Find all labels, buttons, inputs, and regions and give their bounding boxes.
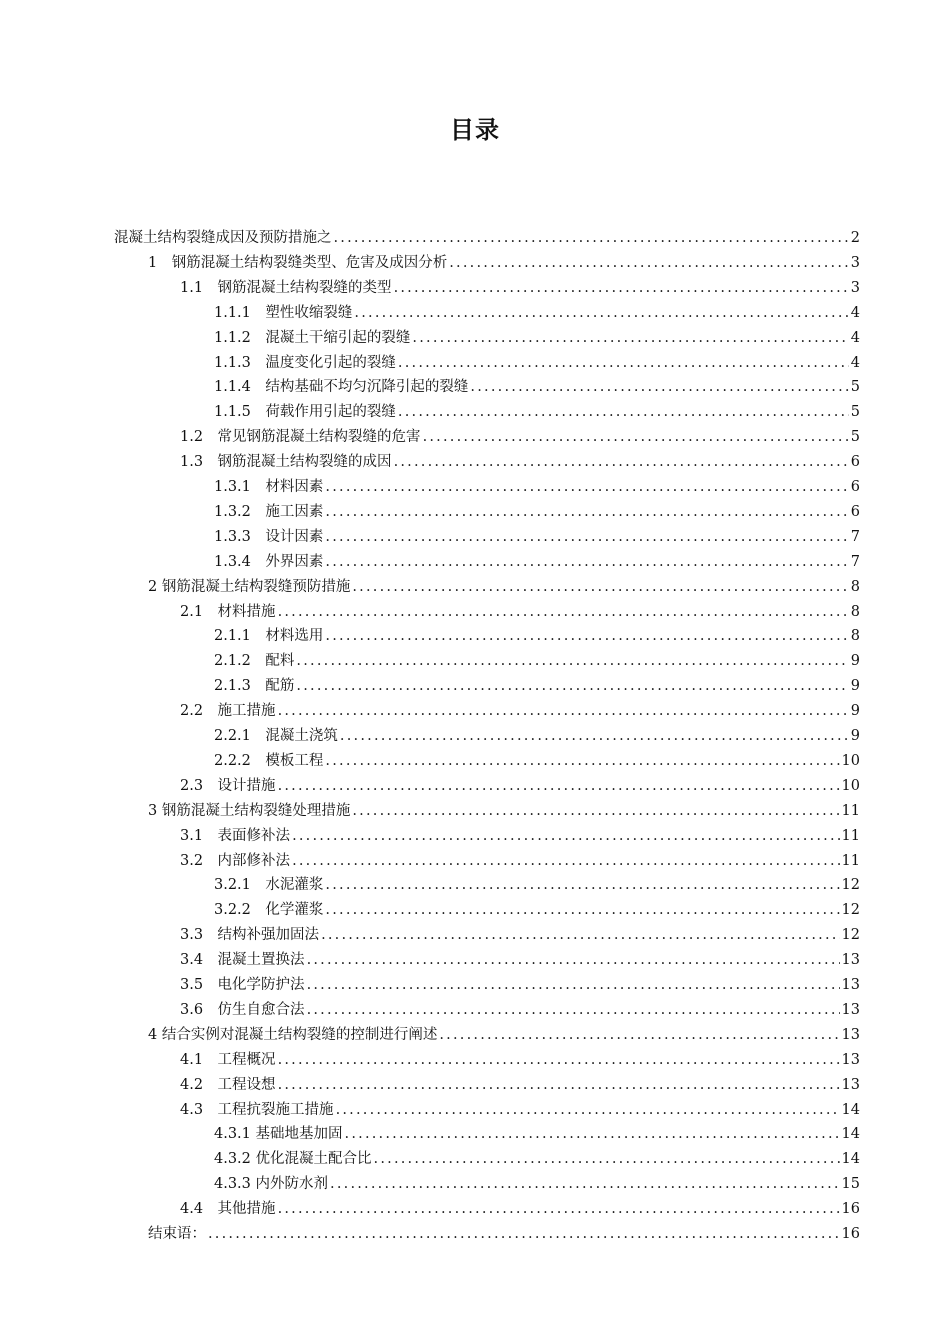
- dot-leader: [278, 776, 840, 796]
- toc-entry-page-number: 7: [850, 553, 860, 570]
- toc-entry-label: 3.4 混凝土置换法: [180, 952, 305, 969]
- toc-entry[interactable]: [214, 875, 860, 895]
- toc-entry-label: 结束语：: [148, 1226, 206, 1242]
- toc-entry-page-number: 16: [841, 1226, 860, 1242]
- toc-entry[interactable]: [180, 1000, 860, 1020]
- toc-entry-label: 4.2 工程设想: [180, 1076, 276, 1093]
- toc-entry-page-number: 12: [841, 902, 860, 919]
- toc-entry-page-number: 8: [850, 578, 860, 595]
- toc-entry-label: 2.1.2 配料: [214, 653, 295, 670]
- toc-entry-page-number: 8: [850, 628, 860, 645]
- toc-entry[interactable]: [214, 328, 860, 348]
- toc-entry[interactable]: [180, 1075, 860, 1095]
- toc-entry-label: 1.3.4 外界因素: [214, 553, 324, 570]
- toc-entry-label: 4.3.1 基础地基加固: [214, 1126, 343, 1143]
- toc-entry[interactable]: [180, 1100, 860, 1120]
- toc-entry[interactable]: [180, 826, 860, 846]
- toc-entry-page-number: 14: [841, 1151, 860, 1168]
- toc-entry[interactable]: [214, 1124, 860, 1144]
- toc-entry-page-number: 13: [841, 977, 860, 993]
- dot-leader: [340, 726, 849, 746]
- dot-leader: [336, 1100, 840, 1120]
- toc-entry-page-number: 9: [850, 678, 860, 695]
- dot-leader: [292, 826, 839, 846]
- toc-entry-page-number: 16: [841, 1201, 860, 1218]
- toc-entry-label: 3.1 表面修补法: [180, 827, 291, 844]
- toc-entry[interactable]: [214, 1174, 860, 1194]
- toc-entry[interactable]: [214, 402, 860, 422]
- dot-leader: [325, 751, 839, 771]
- toc-entry-page-number: 3: [850, 254, 860, 271]
- dot-leader: [325, 900, 839, 920]
- toc-entry-page-number: 13: [841, 1076, 860, 1093]
- toc-entry[interactable]: [214, 626, 860, 646]
- toc-entry-page-number: 9: [850, 728, 860, 744]
- toc-entry[interactable]: [148, 253, 860, 273]
- toc-entry[interactable]: [180, 1050, 860, 1070]
- toc-entry-page-number: 12: [841, 877, 860, 894]
- toc-entry[interactable]: [214, 1149, 860, 1169]
- toc-entry[interactable]: [180, 701, 860, 721]
- toc-entry-page-number: 12: [841, 927, 860, 944]
- dot-leader: [354, 303, 848, 323]
- toc-entry-label: 3.3 结构补强加固法: [180, 927, 320, 944]
- toc-entry-page-number: 10: [841, 752, 860, 769]
- toc-entry-label: 2 钢筋混凝土结构裂缝预防措施: [148, 578, 351, 595]
- toc-entry-page-number: 6: [850, 454, 860, 471]
- toc-entry[interactable]: [214, 303, 860, 323]
- dot-leader: [470, 377, 848, 397]
- toc-entry-label: 3.2.1 水泥灌浆: [214, 877, 324, 894]
- toc-entry-label: 4.3.2 优化混凝土配合比: [214, 1151, 372, 1168]
- toc-entry-label: 1.2 常见钢筋混凝土结构裂缝的危害: [180, 429, 421, 446]
- toc-entry-label: 3 钢筋混凝土结构裂缝处理措施: [148, 802, 351, 819]
- dot-leader: [307, 1000, 840, 1020]
- toc-entry[interactable]: [214, 353, 860, 373]
- dot-leader: [325, 626, 848, 646]
- toc-entry-page-number: 7: [850, 528, 860, 545]
- toc-entry-page-number: 10: [841, 777, 860, 794]
- toc-entry[interactable]: [114, 228, 860, 248]
- toc-entry[interactable]: [180, 950, 860, 970]
- dot-leader: [394, 452, 849, 472]
- dot-leader: [330, 1174, 840, 1194]
- toc-entry-page-number: 5: [850, 379, 860, 396]
- dot-leader: [398, 402, 849, 422]
- toc-entry[interactable]: [214, 527, 860, 547]
- dot-leader: [345, 1124, 840, 1144]
- dot-leader: [325, 477, 848, 497]
- toc-entry[interactable]: [214, 726, 860, 746]
- toc-entry[interactable]: [180, 1199, 860, 1219]
- dot-leader: [439, 1025, 839, 1045]
- toc-entry-page-number: 13: [841, 1001, 860, 1018]
- toc-entry-page-number: 4: [850, 329, 860, 346]
- toc-entry-page-number: 8: [850, 603, 860, 620]
- toc-entry-page-number: 6: [850, 503, 860, 520]
- toc-entry-page-number: 11: [841, 827, 860, 844]
- toc-entry-label: 2.1 材料措施: [180, 603, 276, 620]
- toc-entry-page-number: 13: [841, 1051, 860, 1068]
- dot-leader: [278, 1075, 840, 1095]
- toc-entry-page-number: 14: [841, 1126, 860, 1143]
- toc-entry-page-number: 5: [850, 404, 860, 421]
- toc-entry-page-number: 3: [850, 279, 860, 296]
- toc-entry-label: 1 钢筋混凝土结构裂缝类型、危害及成因分析: [148, 254, 448, 271]
- toc-entry-label: 1.3 钢筋混凝土结构裂缝的成因: [180, 454, 392, 471]
- toc-entry[interactable]: [180, 851, 860, 871]
- toc-entry[interactable]: [180, 278, 860, 298]
- toc-entry[interactable]: [180, 602, 860, 622]
- toc-entry[interactable]: [180, 975, 860, 995]
- toc-entry-label: 3.2.2 化学灌浆: [214, 902, 324, 919]
- toc-entry-label: 2.3 设计措施: [180, 777, 276, 794]
- toc-entry-label: 4 结合实例对混凝土结构裂缝的控制进行阐述: [148, 1026, 438, 1043]
- toc-entry[interactable]: [180, 776, 860, 796]
- toc-entry-page-number: 5: [850, 429, 860, 446]
- dot-leader: [412, 328, 848, 348]
- toc-entry-label: 4.3 工程抗裂施工措施: [180, 1101, 334, 1118]
- dot-leader: [321, 925, 839, 945]
- dot-leader: [292, 851, 839, 871]
- dot-leader: [374, 1149, 840, 1169]
- dot-leader: [334, 228, 849, 248]
- toc-entry[interactable]: [214, 552, 860, 572]
- dot-leader: [423, 427, 849, 447]
- toc-entry-label: 2.2 施工措施: [180, 703, 276, 720]
- dot-leader: [296, 651, 848, 671]
- toc-entry-page-number: 14: [841, 1101, 860, 1118]
- toc-entry[interactable]: [180, 427, 860, 447]
- toc-entry[interactable]: [214, 676, 860, 696]
- toc-entry[interactable]: [214, 651, 860, 671]
- toc-entry-page-number: 15: [841, 1176, 860, 1193]
- toc-entry-page-number: 2: [850, 230, 860, 246]
- toc-entry[interactable]: [214, 477, 860, 497]
- toc-entry[interactable]: [180, 925, 860, 945]
- dot-leader: [208, 1224, 840, 1244]
- dot-leader: [325, 552, 848, 572]
- dot-leader: [278, 602, 849, 622]
- dot-leader: [296, 676, 848, 696]
- toc-entry-label: 1.3.2 施工因素: [214, 503, 324, 520]
- dot-leader: [325, 502, 848, 522]
- toc-entry-label: 1.3.3 设计因素: [214, 528, 324, 545]
- toc-entry[interactable]: [148, 1224, 860, 1244]
- toc-entry-page-number: 13: [841, 1026, 860, 1043]
- dot-leader: [325, 875, 839, 895]
- toc-entry-label: 1.1.1 塑性收缩裂缝: [214, 304, 353, 321]
- toc-entry-label: 2.1.1 材料选用: [214, 628, 324, 645]
- toc-entry-page-number: 6: [850, 479, 860, 495]
- toc-entry-label: 1.1.3 温度变化引起的裂缝: [214, 354, 396, 371]
- toc-entry-label: 3.5 电化学防护法: [180, 977, 305, 993]
- dot-leader: [278, 1050, 840, 1070]
- toc-entry[interactable]: [214, 502, 860, 522]
- toc-entry-page-number: 11: [841, 852, 860, 869]
- toc-entry[interactable]: [180, 452, 860, 472]
- toc-entry[interactable]: [214, 377, 860, 397]
- dot-leader: [352, 801, 839, 821]
- toc-entry-label: 4.1 工程概况: [180, 1051, 276, 1068]
- toc-entry-label: 3.6 仿生自愈合法: [180, 1001, 305, 1018]
- toc-entry-page-number: 4: [850, 354, 860, 371]
- toc-entry-page-number: 9: [850, 653, 860, 670]
- toc-entry-label: 1.1.5 荷载作用引起的裂缝: [214, 404, 396, 421]
- toc-entry-label: 4.3.3 内外防水剂: [214, 1176, 329, 1193]
- toc-entry[interactable]: [148, 801, 860, 821]
- toc-entry[interactable]: [214, 751, 860, 771]
- toc-entry[interactable]: [148, 1025, 860, 1045]
- toc-entry[interactable]: [148, 577, 860, 597]
- toc-entry-label: 2.2.2 模板工程: [214, 752, 324, 769]
- toc-entry-label: 混凝土结构裂缝成因及预防措施之: [114, 230, 332, 246]
- toc-entry-label: 2.2.1 混凝土浇筑: [214, 728, 338, 744]
- toc-entry-label: 1.1 钢筋混凝土结构裂缝的类型: [180, 279, 392, 296]
- dot-leader: [449, 253, 849, 273]
- toc-entry-label: 1.1.4 结构基础不均匀沉降引起的裂缝: [214, 379, 469, 396]
- toc-entry-page-number: 4: [850, 304, 860, 321]
- toc-entry-label: 2.1.3 配筋: [214, 678, 295, 695]
- dot-leader: [352, 577, 848, 597]
- dot-leader: [394, 278, 849, 298]
- toc-entry[interactable]: [214, 900, 860, 920]
- toc-entry-page-number: 11: [841, 802, 860, 819]
- toc-entry-page-number: 13: [841, 952, 860, 969]
- toc-entry-label: 3.2 内部修补法: [180, 852, 291, 869]
- page-title: 目录: [450, 116, 500, 144]
- toc-entry-page-number: 9: [850, 703, 860, 720]
- dot-leader: [325, 527, 848, 547]
- dot-leader: [398, 353, 849, 373]
- toc-entry-label: 1.3.1 材料因素: [214, 479, 324, 495]
- dot-leader: [307, 975, 840, 995]
- dot-leader: [307, 950, 840, 970]
- toc-entry-label: 4.4 其他措施: [180, 1201, 276, 1218]
- dot-leader: [278, 1199, 840, 1219]
- toc-entry-label: 1.1.2 混凝土干缩引起的裂缝: [214, 329, 411, 346]
- dot-leader: [278, 701, 849, 721]
